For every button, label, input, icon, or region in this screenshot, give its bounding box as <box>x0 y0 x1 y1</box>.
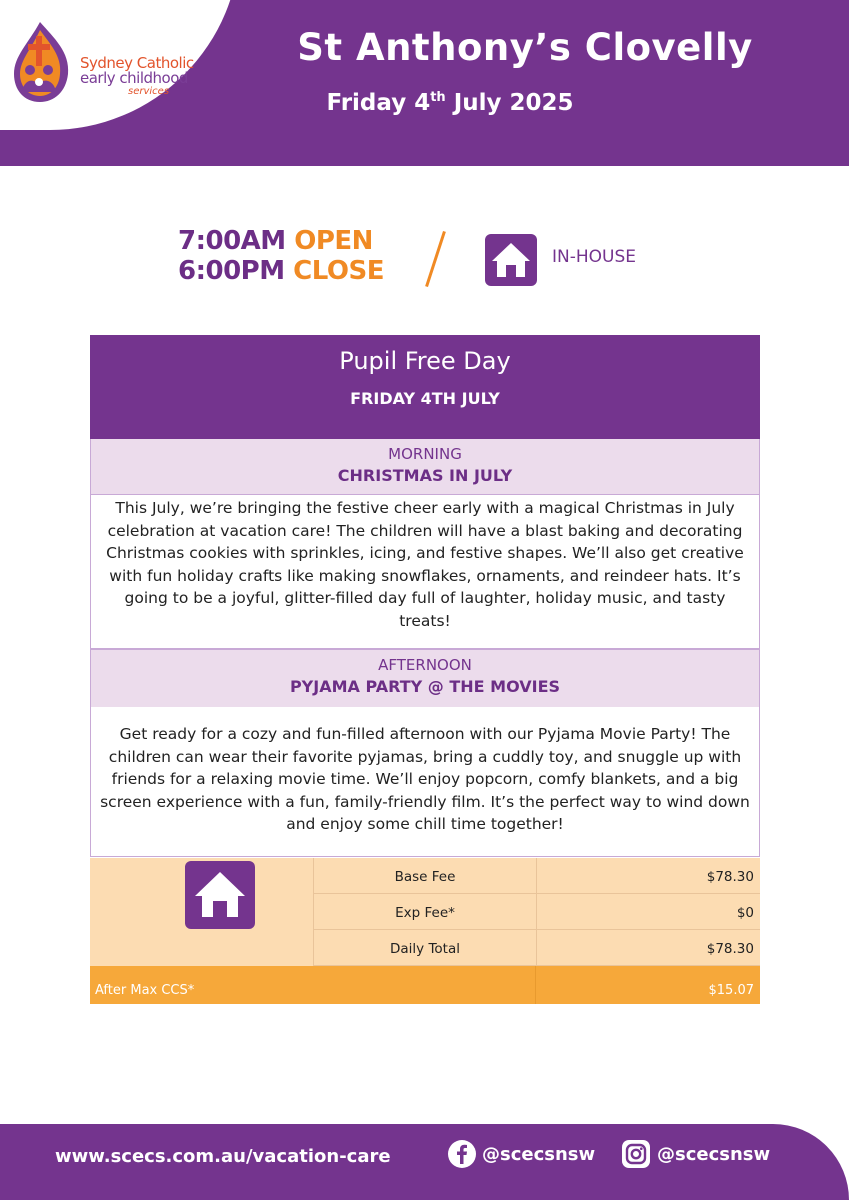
fee-label: Daily Total <box>390 941 460 957</box>
fee-value: $78.30 <box>706 869 754 885</box>
fee-table <box>90 858 760 1004</box>
date-suffix: July 2025 <box>445 90 574 116</box>
fee-divider <box>536 894 537 929</box>
location-label: IN-HOUSE <box>552 247 637 267</box>
brand-logo <box>10 16 210 106</box>
fee-value: $78.30 <box>706 941 754 957</box>
fee-divider <box>536 858 537 893</box>
afternoon-header <box>90 649 760 707</box>
fee-label: Exp Fee* <box>395 905 455 921</box>
fee-divider <box>536 930 537 965</box>
instagram-handle-link[interactable]: @scecsnsw <box>657 1144 771 1165</box>
house-icon <box>485 234 537 286</box>
instagram-icon[interactable] <box>622 1140 650 1168</box>
date-sup: th <box>430 90 446 105</box>
program-header <box>90 335 760 439</box>
fee-row <box>313 894 760 930</box>
morning-header <box>90 439 760 494</box>
page-date <box>260 90 640 116</box>
header-banner <box>0 0 849 166</box>
logo-wordmark <box>80 56 194 97</box>
fee-value: $0 <box>736 905 754 921</box>
open-label: OPEN <box>294 226 373 256</box>
fee-house-icon <box>185 861 255 929</box>
ccs-divider <box>535 966 536 1004</box>
logo-line-3: services <box>128 86 170 97</box>
footer-url-link[interactable]: www.scecs.com.au/vacation-care <box>55 1146 391 1167</box>
close-label: CLOSE <box>293 256 384 286</box>
close-time: 6:00PM <box>178 256 285 286</box>
ccs-row <box>90 966 760 1004</box>
afternoon-description: Get ready for a cozy and fun-filled afternoon with our Pyjama Movie Party! The children can wear their favorite pyjamas, bring a cuddly toy, and snuggle up with friends for a relaxing movie time. We’ll enjoy popcorn, comfy blankets, and a big screen experience with a fun, family-friendly film. It’s the perfect way to wind down and enjoy some chill time together! <box>90 707 760 857</box>
program-date: FRIDAY 4TH JULY <box>350 389 500 408</box>
date-prefix: Friday 4 <box>326 90 431 116</box>
open-time: 7:00AM <box>178 226 286 256</box>
close-line <box>178 256 384 286</box>
fee-row <box>313 858 760 894</box>
fee-grid <box>313 858 760 966</box>
afternoon-activity: PYJAMA PARTY @ THE MOVIES <box>289 677 561 696</box>
logo-flame-icon <box>10 16 80 106</box>
morning-activity: CHRISTMAS IN JULY <box>337 466 513 485</box>
ccs-value: $15.07 <box>708 983 754 998</box>
divider-slash <box>425 231 446 287</box>
fee-label: Base Fee <box>394 869 456 885</box>
morning-description: This July, we’re bringing the festive cheer early with a magical Christmas in July celebration at vacation care! The children will have a blast baking and decorating Christmas cookies with sprinkles, icing, and festive shapes. We’ll also get creative with fun holiday crafts like making snowflakes, ornaments, and reindeer hats. It’s going to be a joyful, glitter-filled day full of laughter, holiday music, and tasty treats! <box>90 494 760 649</box>
program-title: Pupil Free Day <box>339 347 511 375</box>
page-title: St Anthony’s Clovelly <box>297 26 753 69</box>
ccs-label: After Max CCS* <box>95 983 195 998</box>
facebook-handle-link[interactable]: @scecsnsw <box>482 1144 596 1165</box>
logo-line-1: Sydney Catholic <box>80 54 194 72</box>
program-table <box>90 335 760 857</box>
afternoon-label: AFTERNOON <box>378 656 472 674</box>
opening-hours <box>178 226 384 286</box>
morning-label: MORNING <box>388 445 462 463</box>
footer-banner <box>0 1124 849 1200</box>
fee-row <box>313 930 760 966</box>
facebook-icon[interactable] <box>448 1140 476 1168</box>
logo-line-2: early childhood <box>80 69 188 87</box>
open-line <box>178 226 384 256</box>
